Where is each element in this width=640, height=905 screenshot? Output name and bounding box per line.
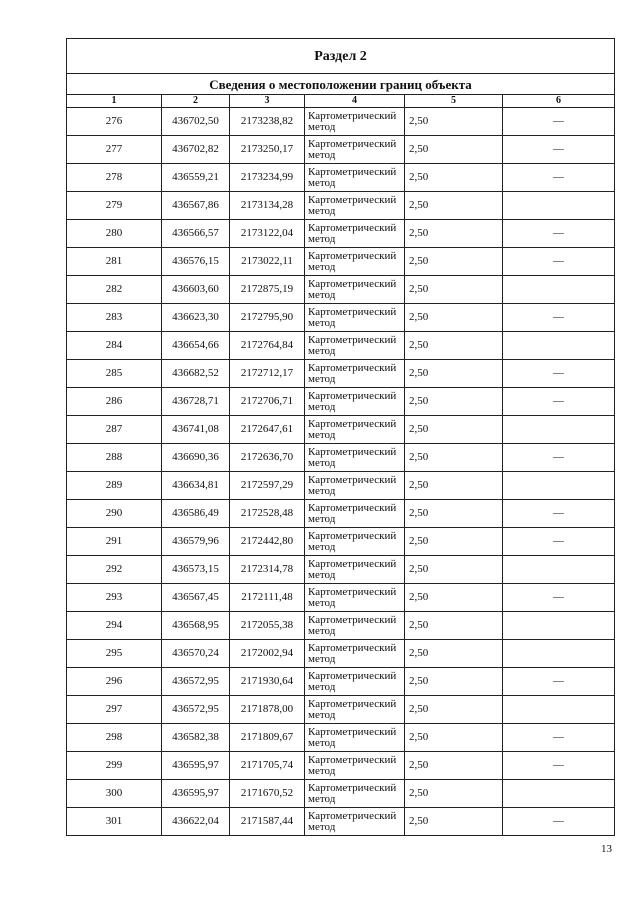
y-coordinate: 2172002,94 [230,640,305,668]
table-row [67,332,615,360]
y-coordinate: 2171930,64 [230,668,305,696]
accuracy-value: 2,50 [405,668,503,696]
y-coordinate: 2173122,04 [230,220,305,248]
point-number: 294 [67,612,162,640]
y-coordinate: 2172528,48 [230,500,305,528]
point-number: 298 [67,724,162,752]
y-coordinate: 2173238,82 [230,108,305,136]
accuracy-value: 2,50 [405,360,503,388]
table-row [67,192,615,220]
section-title: Раздел 2 [67,39,615,74]
table-row [67,528,615,556]
y-coordinate: 2172442,80 [230,528,305,556]
point-number: 297 [67,696,162,724]
x-coordinate: 436573,15 [162,556,230,584]
point-description [503,556,615,584]
point-description: — [503,248,615,276]
x-coordinate: 436702,82 [162,136,230,164]
table-row [67,808,615,836]
section-title-row [67,39,615,74]
determination-method: Картометрический метод [305,752,405,780]
table-row [67,276,615,304]
accuracy-value: 2,50 [405,500,503,528]
y-coordinate: 2171809,67 [230,724,305,752]
determination-method: Картометрический метод [305,332,405,360]
accuracy-value: 2,50 [405,528,503,556]
determination-method: Картометрический метод [305,248,405,276]
point-description [503,332,615,360]
point-description: — [503,752,615,780]
point-description: — [503,304,615,332]
point-description [503,472,615,500]
determination-method: Картометрический метод [305,360,405,388]
x-coordinate: 436595,97 [162,752,230,780]
accuracy-value: 2,50 [405,556,503,584]
x-coordinate: 436568,95 [162,612,230,640]
y-coordinate: 2171705,74 [230,752,305,780]
x-coordinate: 436566,57 [162,220,230,248]
y-coordinate: 2172706,71 [230,388,305,416]
table-row [67,584,615,612]
accuracy-value: 2,50 [405,584,503,612]
point-description: — [503,220,615,248]
point-description: — [503,388,615,416]
y-coordinate: 2173022,11 [230,248,305,276]
point-description: — [503,360,615,388]
x-coordinate: 436570,24 [162,640,230,668]
accuracy-value: 2,50 [405,108,503,136]
point-description [503,696,615,724]
table-row [67,444,615,472]
column-number-row [67,95,615,108]
determination-method: Картометрический метод [305,612,405,640]
point-description [503,640,615,668]
accuracy-value: 2,50 [405,752,503,780]
column-number: 6 [503,95,615,108]
point-number: 288 [67,444,162,472]
table-row [67,640,615,668]
x-coordinate: 436702,50 [162,108,230,136]
table-row [67,108,615,136]
x-coordinate: 436634,81 [162,472,230,500]
accuracy-value: 2,50 [405,696,503,724]
y-coordinate: 2171587,44 [230,808,305,836]
determination-method: Картометрический метод [305,584,405,612]
point-number: 292 [67,556,162,584]
point-number: 285 [67,360,162,388]
x-coordinate: 436690,36 [162,444,230,472]
point-description [503,192,615,220]
point-description: — [503,668,615,696]
table-row [67,220,615,248]
accuracy-value: 2,50 [405,164,503,192]
accuracy-value: 2,50 [405,388,503,416]
table-body [67,39,615,836]
accuracy-value: 2,50 [405,472,503,500]
determination-method: Картометрический метод [305,780,405,808]
point-description [503,416,615,444]
determination-method: Картометрический метод [305,472,405,500]
determination-method: Картометрический метод [305,724,405,752]
table-row [67,752,615,780]
point-number: 289 [67,472,162,500]
x-coordinate: 436567,86 [162,192,230,220]
x-coordinate: 436741,08 [162,416,230,444]
determination-method: Картометрический метод [305,640,405,668]
x-coordinate: 436572,95 [162,668,230,696]
accuracy-value: 2,50 [405,276,503,304]
y-coordinate: 2171670,52 [230,780,305,808]
point-description: — [503,584,615,612]
determination-method: Картометрический метод [305,136,405,164]
accuracy-value: 2,50 [405,640,503,668]
table-row [67,556,615,584]
accuracy-value: 2,50 [405,248,503,276]
point-number: 300 [67,780,162,808]
determination-method: Картометрический метод [305,388,405,416]
column-number: 4 [305,95,405,108]
point-number: 282 [67,276,162,304]
x-coordinate: 436728,71 [162,388,230,416]
determination-method: Картометрический метод [305,108,405,136]
table-row [67,164,615,192]
accuracy-value: 2,50 [405,304,503,332]
point-number: 287 [67,416,162,444]
point-number: 277 [67,136,162,164]
point-description: — [503,808,615,836]
determination-method: Картометрический метод [305,556,405,584]
y-coordinate: 2172111,48 [230,584,305,612]
x-coordinate: 436586,49 [162,500,230,528]
point-number: 295 [67,640,162,668]
determination-method: Картометрический метод [305,304,405,332]
accuracy-value: 2,50 [405,332,503,360]
point-number: 278 [67,164,162,192]
determination-method: Картометрический метод [305,528,405,556]
y-coordinate: 2172597,29 [230,472,305,500]
point-description: — [503,528,615,556]
x-coordinate: 436623,30 [162,304,230,332]
table-row [67,416,615,444]
y-coordinate: 2173134,28 [230,192,305,220]
point-description: — [503,136,615,164]
table-row [67,696,615,724]
point-description [503,276,615,304]
table-row [67,304,615,332]
table-row [67,388,615,416]
x-coordinate: 436654,66 [162,332,230,360]
accuracy-value: 2,50 [405,724,503,752]
y-coordinate: 2173250,17 [230,136,305,164]
determination-method: Картометрический метод [305,808,405,836]
point-number: 283 [67,304,162,332]
determination-method: Картометрический метод [305,276,405,304]
point-description: — [503,724,615,752]
column-number: 2 [162,95,230,108]
x-coordinate: 436682,52 [162,360,230,388]
y-coordinate: 2172764,84 [230,332,305,360]
point-description [503,780,615,808]
determination-method: Картометрический метод [305,444,405,472]
point-number: 280 [67,220,162,248]
x-coordinate: 436603,60 [162,276,230,304]
x-coordinate: 436622,04 [162,808,230,836]
table-row [67,248,615,276]
x-coordinate: 436559,21 [162,164,230,192]
point-number: 281 [67,248,162,276]
page-number: 13 [601,843,612,855]
point-description: — [503,108,615,136]
determination-method: Картометрический метод [305,416,405,444]
x-coordinate: 436572,95 [162,696,230,724]
point-description [503,612,615,640]
determination-method: Картометрический метод [305,696,405,724]
x-coordinate: 436576,15 [162,248,230,276]
section-subtitle: Сведения о местоположении границ объекта [67,74,615,95]
y-coordinate: 2173234,99 [230,164,305,192]
y-coordinate: 2172875,19 [230,276,305,304]
accuracy-value: 2,50 [405,416,503,444]
y-coordinate: 2172795,90 [230,304,305,332]
point-description: — [503,444,615,472]
point-number: 296 [67,668,162,696]
point-description: — [503,500,615,528]
point-number: 286 [67,388,162,416]
determination-method: Картометрический метод [305,500,405,528]
table-row [67,724,615,752]
determination-method: Картометрический метод [305,164,405,192]
accuracy-value: 2,50 [405,808,503,836]
table-row [67,136,615,164]
table-row [67,472,615,500]
y-coordinate: 2172636,70 [230,444,305,472]
column-number: 1 [67,95,162,108]
determination-method: Картометрический метод [305,668,405,696]
determination-method: Картометрический метод [305,192,405,220]
determination-method: Картометрический метод [305,220,405,248]
table-row [67,500,615,528]
point-number: 293 [67,584,162,612]
point-number: 276 [67,108,162,136]
boundary-coordinates-table [66,38,615,836]
accuracy-value: 2,50 [405,220,503,248]
table-row [67,612,615,640]
column-number: 5 [405,95,503,108]
accuracy-value: 2,50 [405,612,503,640]
x-coordinate: 436582,38 [162,724,230,752]
x-coordinate: 436567,45 [162,584,230,612]
table-row [67,668,615,696]
point-number: 291 [67,528,162,556]
y-coordinate: 2172055,38 [230,612,305,640]
point-number: 284 [67,332,162,360]
x-coordinate: 436595,97 [162,780,230,808]
accuracy-value: 2,50 [405,192,503,220]
point-description: — [503,164,615,192]
subtitle-row [67,74,615,95]
x-coordinate: 436579,96 [162,528,230,556]
table-row [67,360,615,388]
table-row [67,780,615,808]
point-number: 290 [67,500,162,528]
y-coordinate: 2172314,78 [230,556,305,584]
point-number: 279 [67,192,162,220]
y-coordinate: 2171878,00 [230,696,305,724]
column-number: 3 [230,95,305,108]
point-number: 299 [67,752,162,780]
y-coordinate: 2172647,61 [230,416,305,444]
accuracy-value: 2,50 [405,136,503,164]
accuracy-value: 2,50 [405,780,503,808]
y-coordinate: 2172712,17 [230,360,305,388]
accuracy-value: 2,50 [405,444,503,472]
point-number: 301 [67,808,162,836]
